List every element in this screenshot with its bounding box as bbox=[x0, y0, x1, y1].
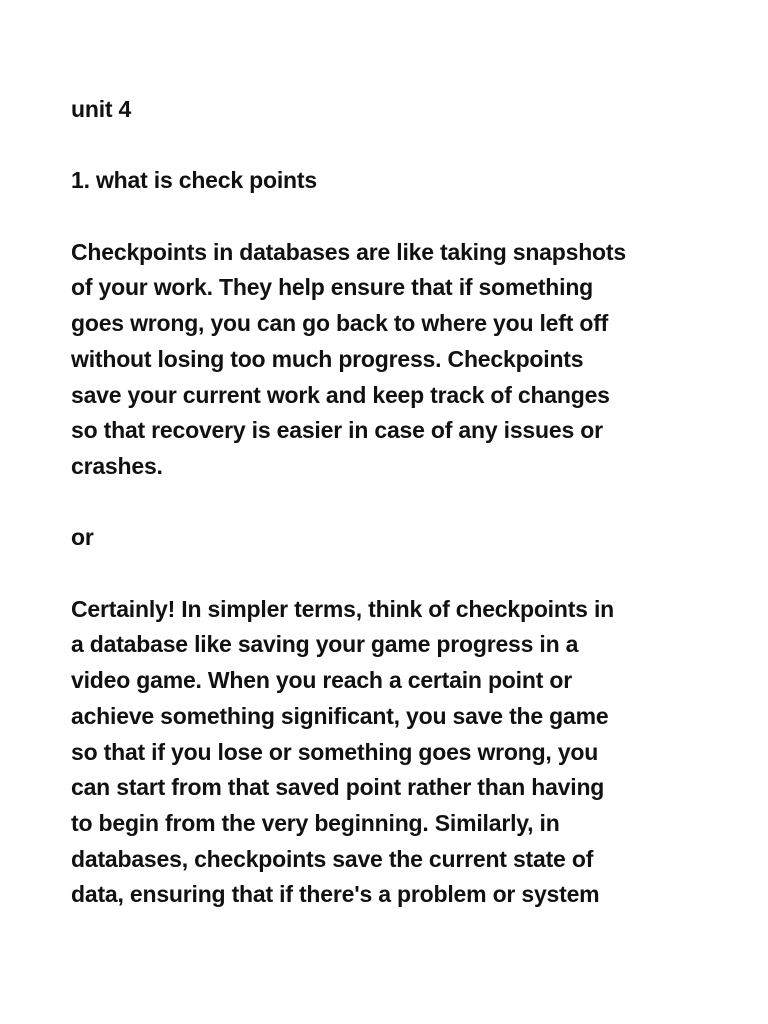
question-title: 1. what is check points bbox=[71, 167, 317, 194]
unit-heading: unit 4 bbox=[71, 96, 132, 122]
answer-paragraph-1: Checkpoints in databases are like taking snapshots of your work. They help ensure that if something goes wrong, you can go back to where you left off without losing too much progress. Checkpoints save your current work and keep track of changes so that recovery is easier in case of any issues or crashes. bbox=[71, 238, 626, 479]
answer-paragraph-2: Certainly! In simpler terms, think of checkpoints in a database like saving your game progress in a video game. When you reach a certain point or achieve something significant, you save the game so that if you lose or something goes wrong, you can start from that saved point rather than having to begin from the very beginning. Similarly, in databases, checkpoints save the current state of data, ensuring that if there's a problem or system bbox=[71, 595, 614, 908]
separator-or: or bbox=[71, 524, 94, 551]
document-body bbox=[71, 92, 711, 949]
